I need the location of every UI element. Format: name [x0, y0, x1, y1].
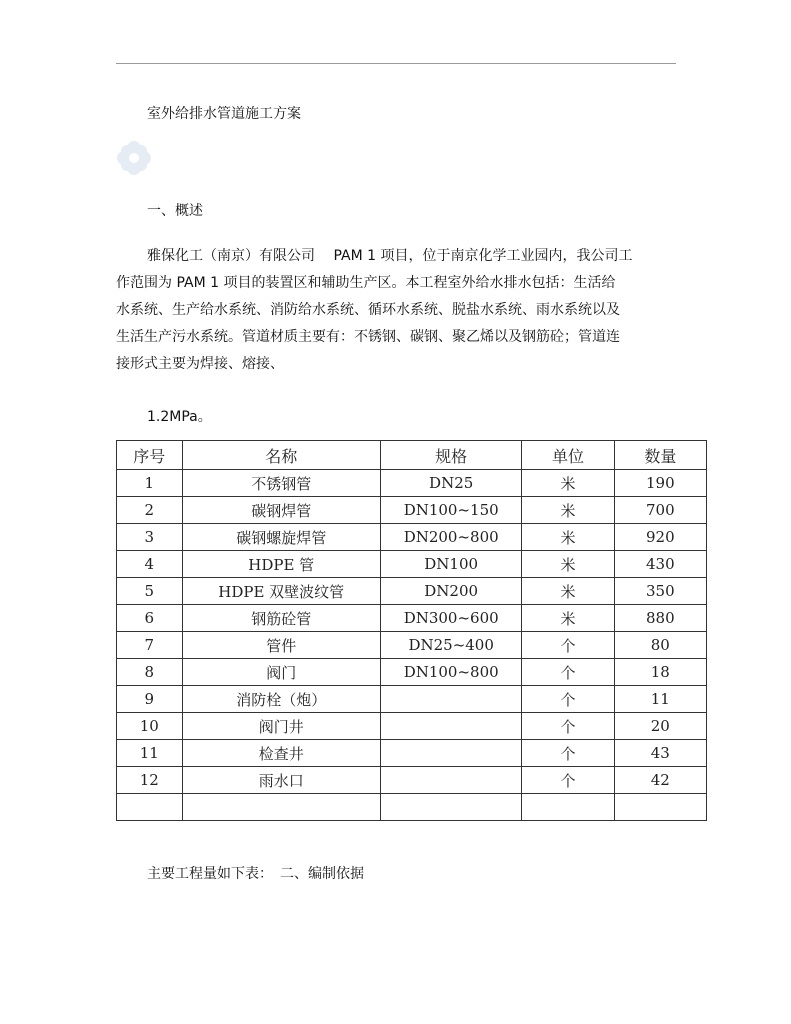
cell-unit: 米 [522, 605, 614, 632]
cell-index: 11 [117, 740, 183, 767]
table-row [117, 632, 707, 659]
header-name: 名称 [182, 441, 380, 470]
cell-unit: 个 [522, 740, 614, 767]
cell-name: 阀门 [182, 659, 380, 686]
table-row [117, 605, 707, 632]
cell-spec [380, 794, 522, 821]
cell-quantity: 80 [614, 632, 706, 659]
cell-spec: DN300~600 [380, 605, 522, 632]
cell-unit [522, 794, 614, 821]
cell-name: 管件 [182, 632, 380, 659]
paragraph-line: 作范围为 PAM 1 项目的装置区和辅助生产区。本工程室外给水排水包括：生活给 [116, 275, 616, 291]
cell-spec [380, 740, 522, 767]
cell-name: 雨水口 [182, 767, 380, 794]
paragraph-line: 生活生产污水系统。管道材质主要有：不锈钢、碳钢、聚乙烯以及钢筋砼；管道连 [116, 329, 620, 345]
table-row [117, 524, 707, 551]
footer-line: 主要工程量如下表： 二、编制依据 [147, 866, 364, 882]
cell-index: 6 [117, 605, 183, 632]
cell-name: 不锈钢管 [182, 470, 380, 497]
document-title: 室外给排水管道施工方案 [147, 106, 301, 122]
table-row [117, 659, 707, 686]
table-row [117, 740, 707, 767]
cell-name: 阀门井 [182, 713, 380, 740]
cell-unit: 个 [522, 659, 614, 686]
cell-index: 3 [117, 524, 183, 551]
header-rule [116, 63, 676, 64]
cell-index [117, 794, 183, 821]
cell-name: HDPE 双壁波纹管 [182, 578, 380, 605]
cell-quantity: 11 [614, 686, 706, 713]
overview-paragraph [116, 243, 676, 378]
cell-spec: DN200 [380, 578, 522, 605]
cell-spec [380, 713, 522, 740]
cell-spec [380, 686, 522, 713]
cell-unit: 个 [522, 767, 614, 794]
cell-spec: DN100~150 [380, 497, 522, 524]
table-row [117, 578, 707, 605]
table-row [117, 497, 707, 524]
cell-index: 4 [117, 551, 183, 578]
cell-unit: 个 [522, 713, 614, 740]
paragraph-line: 雅保化工（南京）有限公司 PAM 1 项目，位于南京化学工业园内，我公司工 [147, 248, 633, 264]
cell-index: 2 [117, 497, 183, 524]
cell-index: 1 [117, 470, 183, 497]
cell-quantity: 20 [614, 713, 706, 740]
header-quantity: 数量 [614, 441, 706, 470]
cell-spec [380, 767, 522, 794]
table-row [117, 713, 707, 740]
cell-quantity: 42 [614, 767, 706, 794]
cell-spec: DN100~800 [380, 659, 522, 686]
pressure-line: 1.2MPa。 [147, 409, 212, 425]
cell-quantity: 18 [614, 659, 706, 686]
cell-quantity: 700 [614, 497, 706, 524]
paragraph-line: 接形式主要为焊接、熔接、 [116, 356, 284, 372]
cell-unit: 米 [522, 551, 614, 578]
cell-name: 碳钢焊管 [182, 497, 380, 524]
cell-index: 8 [117, 659, 183, 686]
cell-quantity: 43 [614, 740, 706, 767]
cell-quantity: 880 [614, 605, 706, 632]
header-index: 序号 [117, 441, 183, 470]
cell-unit: 个 [522, 686, 614, 713]
cell-unit: 米 [522, 497, 614, 524]
header-spec: 规格 [380, 441, 522, 470]
cell-spec: DN100 [380, 551, 522, 578]
cell-quantity: 920 [614, 524, 706, 551]
cell-index: 9 [117, 686, 183, 713]
cell-quantity: 190 [614, 470, 706, 497]
cell-spec: DN25 [380, 470, 522, 497]
cell-quantity: 350 [614, 578, 706, 605]
cell-spec: DN200~800 [380, 524, 522, 551]
table-row [117, 767, 707, 794]
cell-name: 消防栓（炮） [182, 686, 380, 713]
cell-unit: 米 [522, 524, 614, 551]
cell-quantity [614, 794, 706, 821]
paragraph-line: 水系统、生产给水系统、消防给水系统、循环水系统、脱盐水系统、雨水系统以及 [116, 302, 620, 318]
cell-unit: 米 [522, 578, 614, 605]
cell-name [182, 794, 380, 821]
cell-index: 10 [117, 713, 183, 740]
cell-name: HDPE 管 [182, 551, 380, 578]
cell-spec: DN25~400 [380, 632, 522, 659]
cell-unit: 个 [522, 632, 614, 659]
quantity-table [116, 440, 707, 821]
section-heading-overview: 一、概述 [147, 203, 203, 219]
cell-name: 钢筋砼管 [182, 605, 380, 632]
header-unit: 单位 [522, 441, 614, 470]
table-row [117, 551, 707, 578]
cell-quantity: 430 [614, 551, 706, 578]
cell-index: 12 [117, 767, 183, 794]
table-row [117, 470, 707, 497]
watermark-flower-icon [114, 138, 154, 178]
cell-name: 检查井 [182, 740, 380, 767]
cell-index: 5 [117, 578, 183, 605]
cell-index: 7 [117, 632, 183, 659]
table-row [117, 686, 707, 713]
table-header-row [117, 441, 707, 470]
cell-name: 碳钢螺旋焊管 [182, 524, 380, 551]
cell-unit: 米 [522, 470, 614, 497]
table-row [117, 794, 707, 821]
